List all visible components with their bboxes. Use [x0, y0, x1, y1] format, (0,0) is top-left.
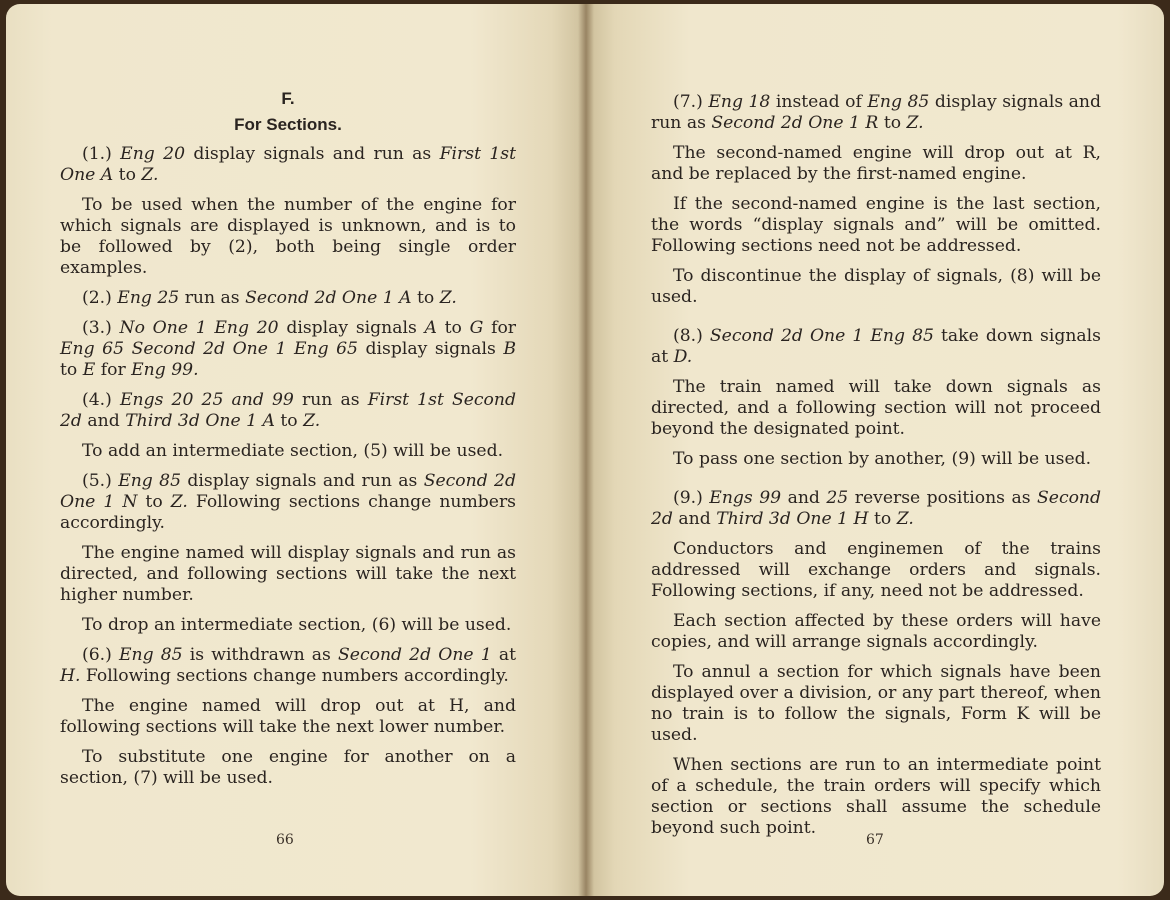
italic-run: Eng 85: [867, 92, 930, 112]
text-run: to: [868, 509, 897, 529]
order-example: [651, 326, 1101, 368]
text-run: to: [878, 113, 907, 133]
italic-run: Second 2d One 1 R: [711, 113, 879, 133]
italic-run: G: [469, 318, 484, 338]
example-number: (6.): [82, 645, 112, 665]
text-run: to: [60, 360, 83, 380]
text-run: Following sections change numbers accordingly.: [60, 492, 516, 533]
text-run: If the second-named engine is the last section, the words “display signals and” will be omitted. Following sections need not be addressed.: [651, 194, 1101, 256]
italic-run: Eng 65 Second 2d One 1 Eng 65: [60, 339, 358, 359]
italic-run: Second 2d One 1 N: [60, 471, 516, 512]
page-number-right: 67: [866, 832, 884, 848]
italic-run: Eng 18: [708, 92, 771, 112]
text-run: When sections are run to an intermediate point of a schedule, the train orders will specify which section or sections shall assume the schedule beyond such point.: [651, 755, 1101, 838]
text-run: to: [113, 165, 142, 185]
italic-run: Eng 20: [120, 144, 186, 164]
example-number: (5.): [82, 471, 112, 491]
text-run: display signals: [278, 318, 425, 338]
text-run: To be used when the number of the engine for which signals are displayed is unknown, and is to be followed by (2), both being single order examples.: [60, 195, 516, 278]
italic-run: 25: [826, 488, 849, 508]
italic-run: Third 3d One 1 A: [125, 411, 275, 431]
paragraph: [651, 266, 1101, 308]
text-run: To add an intermediate section, (5) will be used.: [82, 441, 504, 461]
italic-run: E: [82, 360, 96, 380]
paragraph: [651, 143, 1101, 185]
order-example: [60, 390, 516, 432]
order-example: [60, 288, 516, 309]
section-letter: F.: [281, 89, 295, 108]
italic-run: Engs 99: [709, 488, 782, 508]
order-example: [60, 144, 516, 186]
right-paragraphs: [651, 92, 1101, 839]
section-title: For Sections.: [234, 115, 342, 134]
text-run: to: [137, 492, 171, 512]
italic-run: Second 2d One 1 A: [245, 288, 412, 308]
paragraph: [60, 747, 516, 789]
text-run: for: [483, 318, 517, 338]
order-example: [60, 645, 516, 687]
text-run: display signals and run as: [651, 92, 1101, 133]
text-run: for: [95, 360, 132, 380]
text-run: The train named will take down signals as directed, and a following section will not proceed beyond the designated point.: [651, 377, 1101, 439]
text-run: run as: [293, 390, 368, 410]
italic-run: Second 2d One 1 Eng 85: [709, 326, 934, 346]
italic-run: Z.: [906, 113, 924, 133]
paragraph: [60, 696, 516, 738]
text-run: and: [81, 411, 126, 431]
text-run: display signals: [358, 339, 504, 359]
italic-run: Engs 20 25 and 99: [119, 390, 294, 410]
example-number: (7.): [673, 92, 703, 112]
text-run: run as: [179, 288, 246, 308]
paragraph: [651, 611, 1101, 653]
paragraph: [60, 543, 516, 606]
italic-run: Z.: [439, 288, 457, 308]
italic-run: Z.: [141, 165, 159, 185]
page-number-left: 66: [276, 832, 294, 848]
italic-run: Second 2d: [651, 488, 1102, 529]
italic-run: Eng 85: [118, 645, 183, 665]
italic-run: Eng 25: [117, 288, 180, 308]
italic-run: Second 2d One 1: [338, 645, 492, 665]
text-run: display signals and run as: [185, 144, 440, 164]
example-number: (2.): [82, 288, 112, 308]
italic-run: A: [424, 318, 437, 338]
italic-run: H.: [60, 666, 81, 686]
italic-run: First 1st Second 2d: [60, 390, 516, 431]
text-run: To drop an intermediate section, (6) will be used.: [82, 615, 512, 635]
text-run: To substitute one engine for another on a section, (7) will be used.: [60, 747, 516, 788]
italic-run: D.: [673, 347, 693, 367]
example-number: (1.): [82, 144, 112, 164]
text-run: Following sections change numbers accordingly.: [80, 666, 509, 686]
paragraph: [60, 615, 516, 636]
example-number: (3.): [82, 318, 112, 338]
example-number: (4.): [82, 390, 112, 410]
text-run: is withdrawn as: [182, 645, 339, 665]
paragraph: [60, 441, 516, 462]
text-run: and: [781, 488, 827, 508]
text-run: and: [672, 509, 717, 529]
italic-run: B: [503, 339, 517, 359]
text-run: to: [411, 288, 440, 308]
paragraph: [651, 755, 1101, 839]
italic-run: Z.: [170, 492, 188, 512]
order-example: [60, 318, 516, 381]
text-run: To annul a section for which signals have been displayed over a division, or any part thereof, when no train is to follow the signals, Form K will be used.: [651, 662, 1101, 745]
text-run: The engine named will display signals and run as directed, and following sections will take the next higher number.: [60, 543, 516, 605]
example-number: (9.): [673, 488, 703, 508]
text-run: at: [491, 645, 516, 665]
text-run: To pass one section by another, (9) will be used.: [673, 449, 1092, 469]
italic-run: Z.: [896, 509, 914, 529]
left-page: [6, 4, 586, 896]
italic-run: First 1st One A: [60, 144, 516, 185]
text-run: reverse positions as: [848, 488, 1038, 508]
italic-run: No One 1 Eng 20: [119, 318, 279, 338]
text-run: take down signals at: [651, 326, 1101, 367]
paragraph: [651, 449, 1101, 470]
paragraph: [651, 194, 1101, 257]
paragraph: [651, 377, 1101, 440]
text-run: The second-named engine will drop out at R, and be replaced by the first-named engine.: [651, 143, 1101, 184]
order-example: [651, 488, 1101, 530]
paragraph: [651, 662, 1101, 746]
text-run: to: [436, 318, 470, 338]
text-run: To discontinue the display of signals, (8) will be used.: [651, 266, 1101, 307]
text-run: Each section affected by these orders will have copies, and will arrange signals accordingly.: [651, 611, 1101, 652]
text-run: to: [274, 411, 304, 431]
italic-run: Third 3d One 1 H: [716, 509, 869, 529]
text-run: instead of: [770, 92, 868, 112]
italic-run: Eng 99.: [131, 360, 199, 380]
order-example: [60, 471, 516, 534]
paragraph: [60, 195, 516, 279]
text-run: Conductors and enginemen of the trains addressed will exchange orders and signals. Following sections, if any, need not be addressed.: [651, 539, 1101, 601]
left-paragraphs: [60, 144, 516, 789]
right-page-text: [651, 92, 1101, 848]
text-run: The engine named will drop out at H, and following sections will take the next lower number.: [60, 696, 516, 737]
order-example: [651, 92, 1101, 134]
book-gutter: [578, 4, 594, 896]
right-page: [586, 4, 1164, 896]
italic-run: Eng 85: [118, 471, 182, 491]
text-run: display signals and run as: [181, 471, 424, 491]
italic-run: Z.: [303, 411, 321, 431]
left-page-text: [60, 88, 516, 798]
paragraph: [651, 539, 1101, 602]
example-number: (8.): [673, 326, 703, 346]
